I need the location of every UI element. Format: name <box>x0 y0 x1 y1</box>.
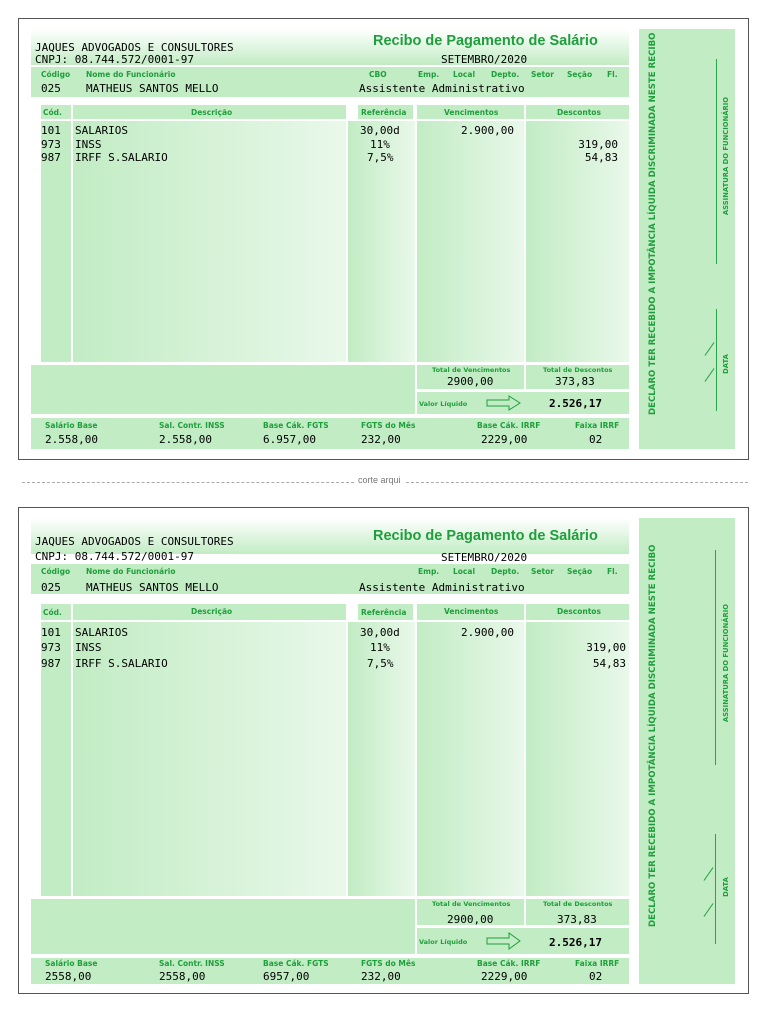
label-setor: Setor <box>531 567 554 576</box>
label-valor-liquido: Valor Líquido <box>419 400 468 408</box>
declaration-text: DECLARO TER RECEBIDO A IMPOTÂNCIA LÍQUIDA DISCRIMINADA NESTE RECIBO <box>648 544 658 927</box>
item-descont: 54,83 <box>592 657 626 670</box>
employee-role: Assistente Administrativo <box>359 82 525 95</box>
label-depto: Depto. <box>491 70 520 79</box>
item-desc: SALARIOS <box>75 124 128 137</box>
label-base-calc-fgts: Base Cák. FGTS <box>263 421 329 430</box>
item-desc: IRFF S.SALARIO <box>75 151 168 164</box>
base-calc-fgts-value: 6957,00 <box>263 970 310 983</box>
label-total-venc: Total de Vencimentos <box>432 366 511 374</box>
item-descont: 319,00 <box>586 641 626 654</box>
item-cod: 973 <box>41 138 61 151</box>
label-vencimentos: Vencimentos <box>444 607 499 616</box>
item-venc: 2.900,00 <box>461 626 514 639</box>
label-base-calc-fgts: Base Cák. FGTS <box>263 959 329 968</box>
item-cod: 987 <box>41 151 61 164</box>
base-calc-irrf-value: 2229,00 <box>481 433 528 446</box>
date-slash <box>704 903 714 917</box>
label-sal-contr-inss: Sal. Contr. INSS <box>159 421 225 430</box>
company-cnpj: CNPJ: 08.744.572/0001-97 <box>35 53 194 66</box>
period: SETEMBRO/2020 <box>441 53 528 66</box>
label-total-desc: Total de Descontos <box>543 900 613 908</box>
label-emp: Emp. <box>418 70 440 79</box>
label-salario-base: Salário Base <box>45 959 98 968</box>
company-name: JAQUES ADVOGADOS E CONSULTORES <box>35 41 234 54</box>
item-ref: 11% <box>370 138 390 151</box>
signature-panel <box>639 518 735 984</box>
employee-name: MATHEUS SANTOS MELLO <box>86 581 219 594</box>
receipt-main <box>31 29 629 449</box>
salario-base-value: 2.558,00 <box>45 433 98 446</box>
date-slash <box>704 867 714 881</box>
date-label: DATA <box>722 877 730 897</box>
fgts-mes-value: 232,00 <box>361 433 401 446</box>
label-cbo: CBO <box>369 70 387 79</box>
salario-base-value: 2558,00 <box>45 970 92 983</box>
item-ref: 11% <box>370 641 390 654</box>
item-ref: 30,00d <box>360 124 400 137</box>
body-venc-col <box>417 121 524 362</box>
label-codigo: Código <box>41 567 71 576</box>
receipt-bottom <box>18 507 749 994</box>
label-vencimentos: Vencimentos <box>444 108 499 117</box>
base-calc-fgts-value: 6.957,00 <box>263 433 316 446</box>
totals-left-block <box>31 365 415 414</box>
label-cod: Cód. <box>43 608 62 617</box>
item-desc: SALARIOS <box>75 626 128 639</box>
label-setor: Setor <box>531 70 554 79</box>
label-fl: Fl. <box>607 70 618 79</box>
date-line <box>715 834 716 944</box>
total-vencimentos: 2900,00 <box>447 375 494 388</box>
label-total-venc: Total de Vencimentos <box>432 900 511 908</box>
total-vencimentos: 2900,00 <box>447 913 494 926</box>
signature-label: ASSINATURA DO FUNCIONÁRIO <box>722 96 730 216</box>
signature-line <box>716 59 717 264</box>
label-fgts-mes: FGTS do Mês <box>361 959 416 968</box>
label-descricao: Descrição <box>191 607 233 616</box>
employee-name: MATHEUS SANTOS MELLO <box>86 82 219 95</box>
label-base-calc-irrf: Base Cák. IRRF <box>477 421 541 430</box>
faixa-irrf-value: 02 <box>589 970 603 983</box>
label-sal-contr-inss: Sal. Contr. INSS <box>159 959 225 968</box>
valor-liquido: 2.526,17 <box>549 936 602 949</box>
label-descricao: Descrição <box>191 108 233 117</box>
label-referencia: Referência <box>361 108 407 117</box>
receipt-title: Recibo de Pagamento de Salário <box>373 33 598 49</box>
signature-label: ASSINATURA DO FUNCIONÁRIO <box>722 603 730 723</box>
label-local: Local <box>453 567 476 576</box>
declaration-text: DECLARO TER RECEBIDO A IMPOTÂNCIA LÍQUIDA DISCRIMINADA NESTE RECIBO <box>648 32 658 415</box>
item-venc: 2.900,00 <box>461 124 514 137</box>
signature-panel <box>639 29 735 449</box>
period: SETEMBRO/2020 <box>441 551 528 564</box>
body-venc-col <box>417 622 524 896</box>
faixa-irrf-value: 02 <box>589 433 603 446</box>
label-base-calc-irrf: Base Cák. IRRF <box>477 959 541 968</box>
date-slash <box>705 368 715 382</box>
base-calc-irrf-value: 2229,00 <box>481 970 528 983</box>
label-secao: Seção <box>567 567 593 576</box>
arrow-right-icon <box>486 395 522 411</box>
total-descontos: 373,83 <box>555 375 595 388</box>
label-codigo: Código <box>41 70 71 79</box>
item-ref: 30,00d <box>360 626 400 639</box>
label-valor-liquido: Valor Líquido <box>419 938 468 946</box>
item-descont: 54,83 <box>584 151 618 164</box>
sal-contr-inss-value: 2.558,00 <box>159 433 212 446</box>
item-ref: 7,5% <box>367 151 394 164</box>
item-desc: INSS <box>75 641 102 654</box>
receipt-title: Recibo de Pagamento de Salário <box>373 528 598 544</box>
total-descontos: 373,83 <box>557 913 597 926</box>
label-faixa-irrf: Faixa IRRF <box>575 959 620 968</box>
label-fgts-mes: FGTS do Mês <box>361 421 416 430</box>
fgts-mes-value: 232,00 <box>361 970 401 983</box>
item-descont: 319,00 <box>578 138 618 151</box>
employee-code: 025 <box>41 82 61 95</box>
item-desc: IRFF S.SALARIO <box>75 657 168 670</box>
sal-contr-inss-value: 2558,00 <box>159 970 206 983</box>
label-nome: Nome do Funcionário <box>86 70 176 79</box>
company-name: JAQUES ADVOGADOS E CONSULTORES <box>35 535 234 548</box>
label-nome: Nome do Funcionário <box>86 567 176 576</box>
label-local: Local <box>453 70 476 79</box>
label-emp: Emp. <box>418 567 440 576</box>
label-total-desc: Total de Descontos <box>543 366 613 374</box>
arrow-right-icon <box>486 932 522 950</box>
date-label: DATA <box>722 354 730 374</box>
receipt-main <box>31 518 629 984</box>
totals-left-block <box>31 899 415 954</box>
label-secao: Seção <box>567 70 593 79</box>
item-cod: 101 <box>41 626 61 639</box>
item-cod: 973 <box>41 641 61 654</box>
label-fl: Fl. <box>607 567 618 576</box>
item-ref: 7,5% <box>367 657 394 670</box>
label-cod: Cód. <box>43 108 62 117</box>
receipt-top <box>18 18 749 460</box>
valor-liquido: 2.526,17 <box>549 397 602 410</box>
item-desc: INSS <box>75 138 102 151</box>
item-cod: 987 <box>41 657 61 670</box>
date-line <box>716 309 717 411</box>
company-cnpj: CNPJ: 08.744.572/0001-97 <box>35 550 194 563</box>
label-depto: Depto. <box>491 567 520 576</box>
employee-code: 025 <box>41 581 61 594</box>
label-referencia: Referência <box>361 608 407 617</box>
cut-label: corte arqui <box>355 475 404 485</box>
label-salario-base: Salário Base <box>45 421 98 430</box>
label-faixa-irrf: Faixa IRRF <box>575 421 620 430</box>
label-descontos: Descontos <box>557 108 601 117</box>
date-slash <box>705 342 715 356</box>
employee-role: Assistente Administrativo <box>359 581 525 594</box>
label-descontos: Descontos <box>557 607 601 616</box>
signature-line <box>715 550 716 765</box>
item-cod: 101 <box>41 124 61 137</box>
